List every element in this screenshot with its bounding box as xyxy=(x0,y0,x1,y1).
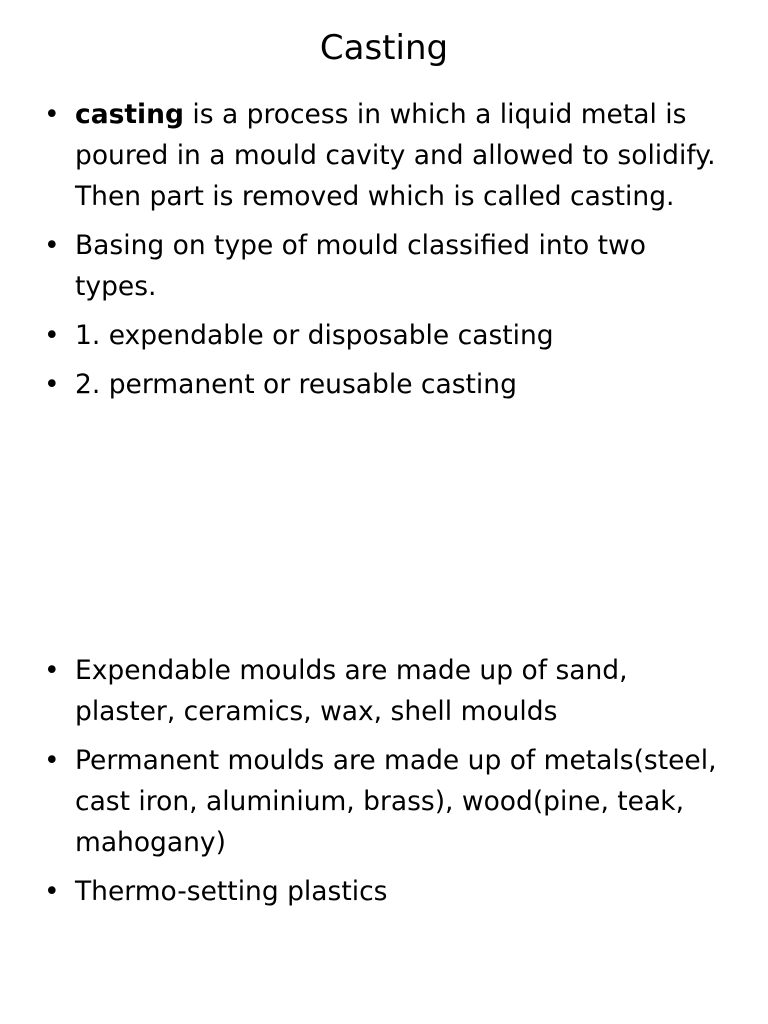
bullet-item-permanent xyxy=(0,364,768,405)
term-casting: casting xyxy=(75,99,184,130)
bullet-icon: • xyxy=(44,99,60,130)
bullet-item-thermosetting xyxy=(0,871,768,912)
expendable-materials-text: Expendable moulds are made up of sand, plaster, ceramics, wax, shell moulds xyxy=(75,655,628,727)
bullet-icon: • xyxy=(44,230,60,261)
bullet-icon: • xyxy=(44,369,60,400)
mould-types-text: Basing on type of mould classified into two types. xyxy=(75,230,646,302)
bullet-icon: • xyxy=(44,745,60,776)
top-bullet-list xyxy=(0,94,768,413)
permanent-materials-text: Permanent moulds are made up of metals(steel, cast iron, aluminium, brass), wood(pine, teak, mahogany) xyxy=(75,745,717,858)
expendable-casting-text: 1. expendable or disposable casting xyxy=(75,320,554,351)
bullet-icon: • xyxy=(44,320,60,351)
bullet-item-mould-types xyxy=(0,225,768,307)
bullet-item-casting-definition xyxy=(0,94,768,217)
bottom-bullet-list xyxy=(0,650,768,920)
casting-definition-text: is a process in which a liquid metal is poured in a mould cavity and allowed to solidify. Then part is removed which is called casting. xyxy=(75,99,716,212)
bullet-icon: • xyxy=(44,876,60,907)
permanent-casting-text: 2. permanent or reusable casting xyxy=(75,369,517,400)
slide-title: Casting xyxy=(319,28,449,68)
bullet-icon: • xyxy=(44,655,60,686)
bullet-item-expendable-materials xyxy=(0,650,768,732)
bullet-item-expendable xyxy=(0,315,768,356)
bullet-item-permanent-materials xyxy=(0,740,768,863)
thermosetting-text: Thermo-setting plastics xyxy=(75,876,388,907)
